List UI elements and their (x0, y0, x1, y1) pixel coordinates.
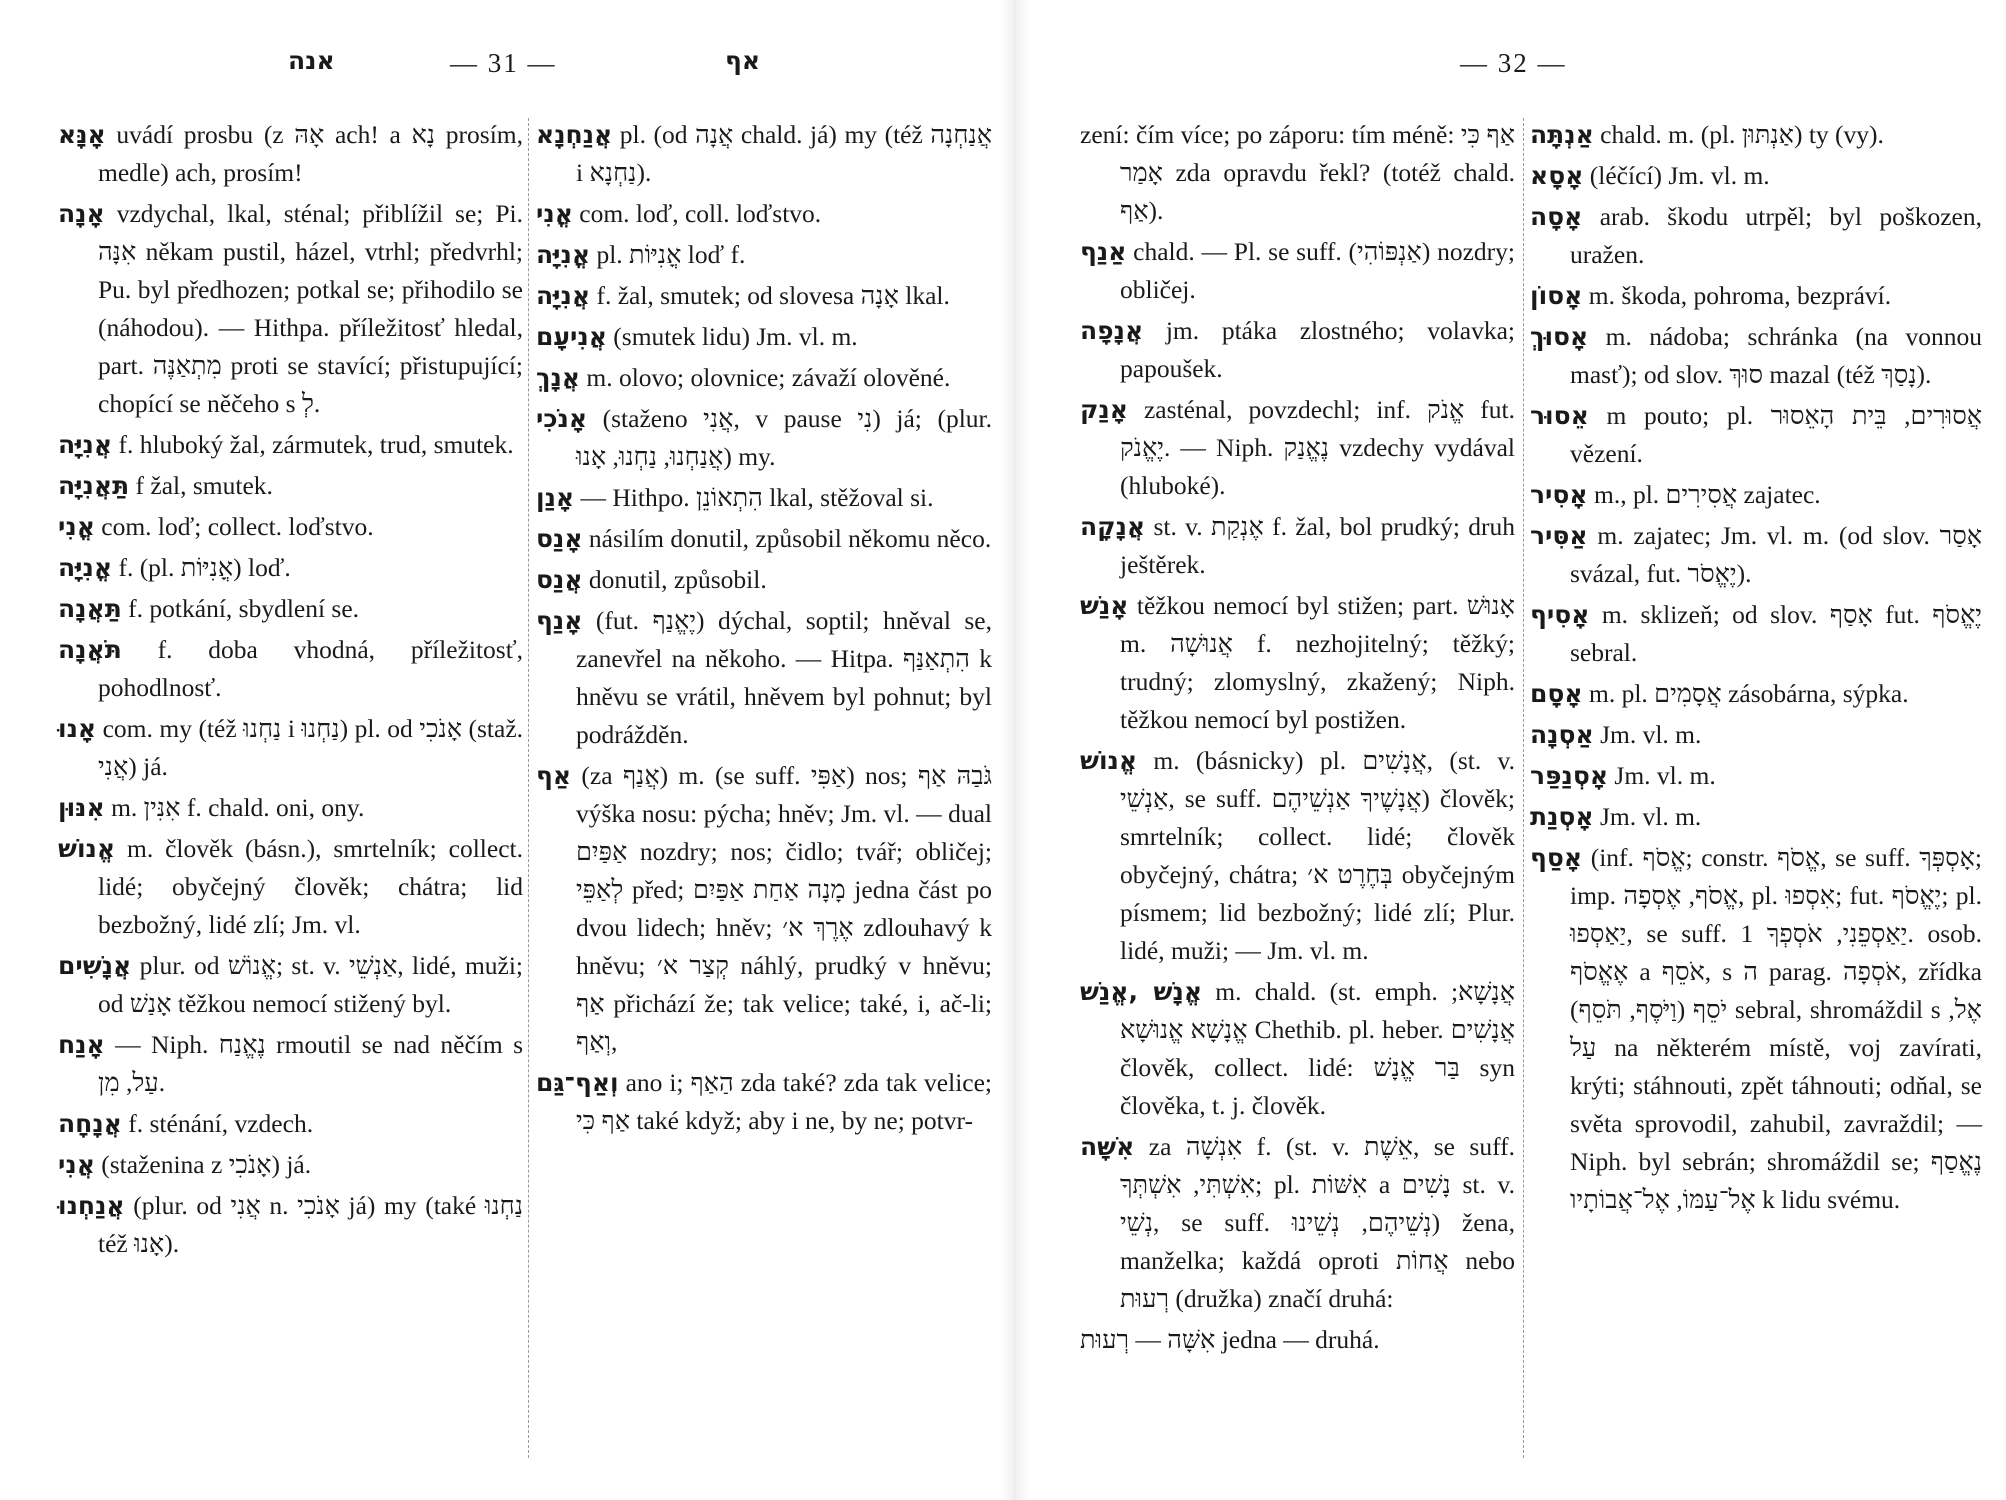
entry-definition: zasténal, povzdechl; inf. אֱנֹק fut. יֶאֱנֹק. — Niph. נֶאֱנַק vzdechy vydával (hluboké). (1120, 395, 1516, 500)
entry-definition: donutil, způsobil. (588, 565, 767, 594)
entry-definition: f. sténání, vzdech. (128, 1109, 314, 1138)
entry-definition: m. zajatec; Jm. vl. m. (od slov. אָסַר svázal, fut. יֶאֱסֹר). (1570, 521, 1983, 588)
dictionary-entry (1530, 157, 1982, 195)
entry-definition: m. chald. (st. emph. אֲנָשָׁא; אֱנָשָׁא אֱנוּשָׁא Chethib. pl. heber. אֲנָשִׁים člověk, collect. lidé: בַּר אֱנָשׁ syn člověka, t. j. člověk. (1120, 977, 1516, 1120)
dictionary-entry (1530, 116, 1982, 154)
entry-headword: אֲנָשִׁים (58, 951, 132, 980)
entry-headword: אֲנַחְנָא (536, 120, 613, 149)
entry-headword: אֲנִיָּה (536, 281, 591, 310)
column-divider (528, 118, 529, 1458)
dictionary-entry (536, 400, 992, 476)
dictionary-entry (1080, 391, 1515, 505)
entry-definition: f. doba vhodná, příležitosť, pohodlnosť. (98, 635, 523, 702)
running-header-left (30, 46, 990, 86)
entry-definition: ano i; הַאַף zda také? zda tak velice; אַף כִּי také když; aby i ne, by ne; potvr- (576, 1068, 992, 1135)
dictionary-entry (1080, 973, 1515, 1125)
entry-definition: uvádí prosbu (z אָהּ ach! a נָא prosím, medle) ach, prosím! (98, 120, 523, 187)
entry-definition: zení: čím více; po záporu: tím méně: אַף כִּי אָמַר zda opravdu řekl? (totéž chald. אַף). (1080, 120, 1516, 225)
entry-headword: אָנָה (58, 199, 105, 228)
dictionary-entry (536, 757, 992, 1061)
entry-definition: f. (pl. אֳנִיּוֹת) loď. (118, 553, 291, 582)
entry-headword: אֲנָךְ (536, 363, 580, 392)
entry-headword: אֱנָשׁ ,אֱנַשׁ (1080, 977, 1203, 1006)
entry-definition: těžkou nemocí byl stižen; part. אָנוּשׁ m. אֲנוּשָׁה f. nezhojitelný; těžký; trudný; zlomyslný, zkažený; Niph. těžkou nemocí byl postižen. (1120, 591, 1515, 734)
dictionary-entry (58, 710, 523, 786)
dictionary-entry (536, 479, 992, 517)
entry-definition: m. nádoba; schránka (na vonnou masť); od slov. סוּךְ mazal (též נָסַךְ). (1570, 322, 1982, 389)
entry-definition: st. v. אֶנְקַת f. žal, bol prudký; druh ještěrek. (1120, 512, 1516, 579)
entry-headword: אָנַח (58, 1030, 105, 1059)
entry-definition: (za אֲנַף) m. (se suff. אַפִּי) nos; גֹּבַהּ אַף výška nosu: pýcha; hněv; Jm. vl. — dual אַפַּיִם nozdry; nos; čidlo; tvář; obličej; לְאַפֵּי před; מָנָה אַחַת אַפַּיִם jedna část po dvou lidech; hněv; אֶרֶךְ א׳ zdlouhavý k hněvu; קְצַר א׳ náhlý, prudký v hněvu; אַף přichází že; tak velice; také, i, ač-li; וְאַף, (576, 761, 993, 1056)
page-number-left: — 31 — (450, 48, 557, 78)
entry-headword: אָסוֹן (1530, 281, 1583, 310)
entry-headword: אַסְנָה (1530, 720, 1594, 749)
entry-headword: אֲנִיעָם (536, 322, 607, 351)
entry-definition: f žal, smutek. (135, 471, 273, 500)
entry-headword: אֲנָחָה (58, 1109, 122, 1138)
dictionary-entry (58, 1146, 523, 1184)
dictionary-entry (58, 590, 523, 628)
entry-definition: chald. — Pl. se suff. (אַנְפּוֹהִי) nozdry; obličej. (1120, 237, 1516, 304)
dictionary-entry (536, 520, 992, 558)
entry-definition: (fut. יֶאֱנַף) dýchal, soptil; hněval se, zanevřel na někoho. — Hitpa. הִתְאַנַּף k hněvu se vrátil, hněvem byl pohnut; byl podrážděn. (576, 606, 993, 749)
entry-headword: אַנְתָּה (1530, 120, 1594, 149)
entry-headword: אֲנַחְנוּ (58, 1191, 125, 1220)
entry-headword: אֲנִיָּה (58, 430, 113, 459)
entry-headword: תַּאֲנָה (58, 594, 122, 623)
entry-headword: אַף (536, 761, 572, 790)
entry-definition: pl. (od אֲנָה chald. já) my (též אֲנַחְנָה i נַחְנָא). (576, 120, 993, 187)
dictionary-entry (1530, 757, 1982, 795)
entry-headword: אָנוּ (58, 714, 97, 743)
entry-definition: (smutek lidu) Jm. vl. m. (613, 322, 858, 351)
dictionary-entry (58, 116, 523, 192)
entry-headword: אֳנִיָּה (536, 240, 591, 269)
entry-definition: násilím donutil, způsobil někomu něco. (588, 524, 992, 553)
entry-headword: אָנַק (1080, 395, 1128, 424)
left-column-2 (536, 116, 992, 1143)
entry-headword: אָנַס (536, 524, 583, 553)
entry-headword: אָסוּךְ (1530, 322, 1589, 351)
entry-headword: אֲנָקָה (1080, 512, 1146, 541)
dictionary-entry (58, 467, 523, 505)
entry-headword: אֱנוֹשׁ (1080, 746, 1138, 775)
dictionary-entry (58, 195, 523, 423)
right-column-2 (1530, 116, 1982, 1222)
entry-definition: m. škoda, pohroma, bezpráví. (1588, 281, 1892, 310)
entry-definition: m pouto; pl. אֲסוּרִים, בֵּית הָאֵסוּר vězení. (1570, 401, 1983, 468)
header-catchword-left: אנה (288, 46, 335, 75)
entry-headword: אָסְנַפַּר (1530, 761, 1609, 790)
column-divider (1523, 118, 1524, 1458)
entry-definition: m. (básnicky) pl. אֲנָשִׁים, (st. v. אַנְשֵׁי, se suff. אֲנָשֶׁיךָ אַנְשֵׁיהֶם) člověk; smrtelník; collect. lidé; člověk obyčejný, chátra; בְּחֶרֶט א׳ obyčejným písmem; lid bezbožný; lidé zlí; Plur. lidé, muži; — Jm. vl. m. (1120, 746, 1516, 965)
running-header-right (1040, 46, 1980, 86)
entry-headword: וְאַף־גַּם (536, 1068, 619, 1097)
entry-definition: — Hithpo. הִתְאוֹנֵן lkal, stěžoval si. (580, 483, 934, 512)
dictionary-entry (536, 602, 992, 754)
entry-definition: pl. אֳנִיּוֹת loď f. (596, 240, 746, 269)
entry-headword: אֳנִי (58, 512, 95, 541)
dictionary-entry (1080, 116, 1515, 230)
entry-definition: (staženo אֲנִי, v pause נִי) já; (plur. אֲנַחְנוּ, נַחְנוּ, אָנוּ) my. (576, 404, 993, 471)
entry-headword: אָנָּא (58, 120, 106, 149)
dictionary-entry (536, 195, 992, 233)
entry-definition: (léčící) Jm. vl. m. (1589, 161, 1770, 190)
page-number-right: — 32 — (1460, 48, 1567, 78)
entry-headword: אָסַף (1530, 843, 1583, 872)
entry-definition: Jm. vl. m. (1600, 720, 1702, 749)
entry-headword: אִנּוּן (58, 793, 105, 822)
entry-headword: אָסִיף (1530, 600, 1590, 629)
entry-headword: אֱנוֹשׁ (58, 834, 116, 863)
dictionary-entry (536, 1064, 992, 1140)
dictionary-entry (58, 1105, 523, 1143)
dictionary-entry (1530, 198, 1982, 274)
dictionary-entry (1080, 587, 1515, 739)
dictionary-entry (1530, 318, 1982, 394)
dictionary-entry (536, 116, 992, 192)
entry-definition: com. my (též נַחְנוּ i נַחְנוּ) pl. od אָנֹכִי (staž. אֲנִי) já. (98, 714, 524, 781)
dictionary-entry (58, 830, 523, 944)
entry-headword: אָסִיר (1530, 480, 1588, 509)
entry-definition: f. potkání, sbydlení se. (128, 594, 360, 623)
right-page (1040, 0, 1983, 1500)
dictionary-entry (58, 631, 523, 707)
dictionary-entry (536, 236, 992, 274)
entry-definition: m. אִנִּין f. chald. oni, ony. (111, 793, 365, 822)
dictionary-entry (1530, 397, 1982, 473)
dictionary-entry (1530, 798, 1982, 836)
entry-definition: com. loď, coll. loďstvo. (579, 199, 822, 228)
dictionary-entry (1080, 742, 1515, 970)
dictionary-entry (536, 359, 992, 397)
dictionary-entry (1530, 675, 1982, 713)
dictionary-entry (58, 549, 523, 587)
entry-definition: f. hluboký žal, zármutek, trud, smutek. (118, 430, 514, 459)
dictionary-entry (1080, 1321, 1515, 1359)
entry-definition: m., pl. אֲסִירִים zajatec. (1593, 480, 1821, 509)
entry-headword: אִשָּׁה (1080, 1132, 1135, 1161)
entry-definition: — Niph. נֶאֱנַח rmoutil se nad něčím s עַל, מִן. (98, 1030, 524, 1097)
dictionary-entry (1530, 716, 1982, 754)
entry-headword: אָסְנַת (1530, 802, 1594, 831)
dictionary-entry (1080, 312, 1515, 388)
entry-definition: vzdychal, lkal, sténal; přiblížil se; Pi. אִנָּה někam pustil, házel, vtrhl; předvrhl; Pu. byl předhozen; potkal se; přihodilo se (náhodou). — Hithpa. příležitosť hledal, part. מִתְאַנֶּה proti se stavící; přistupující; chopící se něčeho s לְ. (98, 199, 523, 418)
entry-headword: אַסִּיר (1530, 521, 1588, 550)
entry-definition: chald. m. (pl. אַנְתּוּן) ty (vy). (1600, 120, 1884, 149)
entry-headword: אָסָא (1530, 161, 1584, 190)
entry-definition: m. člověk (básn.), smrtelník; collect. lidé; obyčejný člověk; chátra; lid bezbožný, lidé zlí; Jm. vl. (98, 834, 523, 939)
dictionary-entry (1530, 596, 1982, 672)
entry-definition: אִשָּׁה — רְעוּת jedna — druhá. (1080, 1325, 1380, 1354)
entry-headword: אַנַף (1080, 237, 1127, 266)
dictionary-entry (1080, 1128, 1515, 1318)
entry-definition: Jm. vl. m. (1599, 802, 1702, 831)
dictionary-entry (58, 426, 523, 464)
entry-headword: אֲנִי (58, 1150, 95, 1179)
entry-headword: אֳנִיָּה (58, 553, 113, 582)
entry-headword: אָסָה (1530, 202, 1583, 231)
dictionary-entry (58, 508, 523, 546)
entry-definition: com. loď; collect. loďstvo. (101, 512, 374, 541)
entry-headword: אֲנָפָה (1080, 316, 1144, 345)
entry-headword: תַּאֲנִיָּה (58, 471, 130, 500)
entry-definition: f. žal, smutek; od slovesa אָנָה lkal. (596, 281, 950, 310)
entry-definition: (inf. אֱסֹף; constr. אֱסֹף, se suff. אָסְפְּךָ; imp. אֱסֹף, אֶסְפָה, pl. אִסְפוּ; fut. יֶאֱסֹף; pl. יַאַסְפוּ, se suff. יַאַסְפֵנִי, אֹסְפְךָ 1. osob. אֶאֱסֹף a אֹסֵף, s ה parag. אֹסְפָה, zřídka יֹסֵף (וַיֹּסֶף, תֹּסֵף) sebral, shromáždil s אֶל, עַל na některém místě, voj zavírati, krýti; stáhnouti, zpět táhnouti; odňal, se světa sprovodil, zahubil, zavraždil; — Niph. byl sebrán; shromáždil se; נֶאֱסַף אֶל־עַמּוֹ, אֶל־אֲבוֹתָיו k lidu svému. (1570, 843, 1983, 1214)
entry-headword: תֹּאֲנָה (58, 635, 122, 664)
entry-definition: m. olovo; olovnice; závaží olověné. (586, 363, 951, 392)
dictionary-entry (536, 277, 992, 315)
entry-headword: אֲנַס (536, 565, 583, 594)
entry-headword: אָנַן (536, 483, 575, 512)
header-catchword-right: אף (725, 46, 761, 75)
entry-headword: אָסָם (1530, 679, 1583, 708)
dictionary-entry (58, 1187, 523, 1263)
book-gutter (1000, 0, 1030, 1500)
entry-definition: za אִנְשָׁה f. (st. v. אֵשֶׁת, se suff. אִשְׁתִּי, אִשְׁתְּךָ; pl. אִשּׁוֹת a נָשִׁים st. v. נְשֵׁי, se suff. נְשֵׁיהֶם, נְשֵׁינוּ) žena, manželka; každá oproti אֲחוֹת nebo רְעוּת (družka) značí druhá: (1120, 1132, 1515, 1313)
left-page (30, 0, 993, 1500)
entry-definition: Jm. vl. m. (1614, 761, 1716, 790)
entry-headword: אֳנִי (536, 199, 573, 228)
entry-definition: jm. ptáka zlostného; volavka; papoušek. (1120, 316, 1516, 383)
entry-headword: אָנַף (536, 606, 583, 635)
dictionary-entry (536, 318, 992, 356)
entry-definition: arab. škodu utrpěl; byl poškozen, uražen. (1570, 202, 1983, 269)
dictionary-entry (1080, 508, 1515, 584)
dictionary-entry (536, 561, 992, 599)
dictionary-entry (58, 947, 523, 1023)
right-column-1 (1080, 116, 1515, 1362)
entry-headword: אֵסוּר (1530, 401, 1589, 430)
entry-definition: plur. od אֱנוֹשׁ; st. v. אַנְשֵׁי, lidé, muži; od אָנַשׁ těžkou nemocí stižený byl. (98, 951, 524, 1018)
entry-definition: (staženina z אָנֹכִי) já. (101, 1150, 312, 1179)
entry-headword: אָנֹכִי (536, 404, 588, 433)
dictionary-entry (1530, 277, 1982, 315)
entry-definition: (plur. od אֲנִי n. אָנֹכִי já) my (také נַחְנוּ též אָנוּ). (98, 1191, 524, 1258)
dictionary-entry (58, 789, 523, 827)
dictionary-entry (1530, 476, 1982, 514)
dictionary-entry (1530, 839, 1982, 1219)
entry-definition: m. pl. אֲסָמִים zásobárna, sýpka. (1588, 679, 1909, 708)
entry-headword: אָנַשׁ (1080, 591, 1129, 620)
dictionary-entry (1530, 517, 1982, 593)
entry-definition: m. sklizeň; od slov. אָסַף fut. יֶאֱסֹף sebral. (1570, 600, 1982, 667)
dictionary-entry (58, 1026, 523, 1102)
left-column-1 (58, 116, 523, 1266)
dictionary-entry (1080, 233, 1515, 309)
